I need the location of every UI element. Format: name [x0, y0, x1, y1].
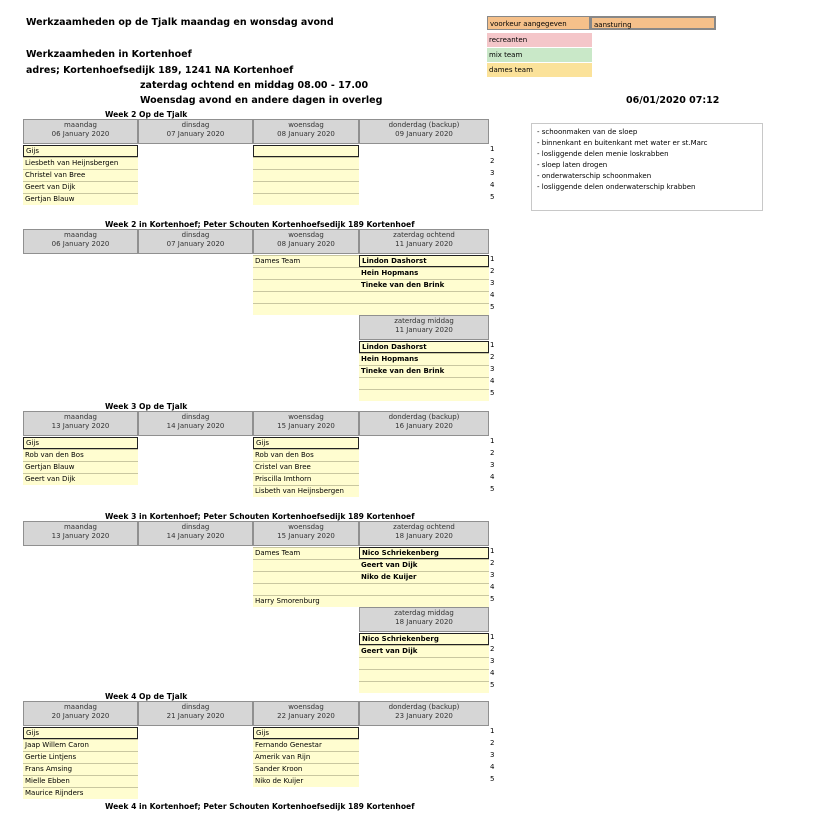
schedule-cell: Niko de Kuijer — [253, 775, 359, 787]
row-number: 1 — [490, 727, 495, 735]
section-title: Week 3 Op de Tjalk — [105, 402, 188, 411]
day-date: 15 January 2020 — [277, 532, 335, 540]
times-saturday: zaterdag ochtend en middag 08.00 - 17.00 — [140, 80, 369, 91]
note-item: - losliggende delen menie loskrabben — [537, 150, 669, 158]
section-title: Week 4 Op de Tjalk — [105, 692, 188, 701]
row-number: 2 — [490, 559, 495, 567]
schedule-cell: Jaap Willem Caron — [23, 739, 138, 751]
day-header — [23, 119, 138, 144]
schedule-cell — [253, 303, 359, 315]
day-date: 22 January 2020 — [277, 712, 335, 720]
row-number: 4 — [490, 583, 495, 591]
day-name: dinsdag — [181, 703, 210, 711]
schedule-cell — [359, 657, 489, 669]
timestamp: 06/01/2020 07:12 — [626, 95, 720, 106]
row-number: 1 — [490, 341, 495, 349]
row-number: 3 — [490, 751, 495, 759]
schedule-cell — [253, 267, 359, 279]
row-number: 3 — [490, 571, 495, 579]
day-date: 08 January 2020 — [277, 240, 335, 248]
day-header — [253, 229, 359, 254]
note-item: - sloep laten drogen — [537, 161, 608, 169]
day-date: 06 January 2020 — [51, 130, 110, 138]
legend-voorkeur: voorkeur aangegeven — [487, 16, 590, 30]
day-header — [359, 521, 489, 546]
row-number: 1 — [490, 145, 495, 153]
section-title: Week 2 Op de Tjalk — [105, 110, 188, 119]
schedule-cell — [359, 377, 489, 389]
schedule-cell: Hein Hopmans — [359, 267, 489, 279]
row-number: 2 — [490, 157, 495, 165]
day-header — [359, 607, 489, 632]
schedule-cell: Gertjan Blauw — [23, 193, 138, 205]
day-date: 13 January 2020 — [51, 532, 110, 540]
row-number: 4 — [490, 669, 495, 677]
day-name: maandag — [63, 231, 97, 239]
day-name: zaterdag ochtend — [393, 523, 455, 531]
schedule-cell — [253, 157, 359, 169]
day-header — [253, 119, 359, 144]
day-header — [138, 119, 253, 144]
row-number: 3 — [490, 169, 495, 177]
day-name: zaterdag ochtend — [393, 231, 455, 239]
schedule-cell — [359, 669, 489, 681]
schedule-cell: Gertie Lintjens — [23, 751, 138, 763]
row-number: 1 — [490, 547, 495, 555]
schedule-cell: Lindon Dashorst — [359, 255, 489, 267]
schedule-cell: Dames Team — [253, 255, 359, 267]
schedule-cell — [359, 389, 489, 401]
schedule-cell: Sander Kroon — [253, 763, 359, 775]
day-date: 07 January 2020 — [166, 130, 225, 138]
row-number: 4 — [490, 473, 495, 481]
schedule-cell: Dames Team — [253, 547, 359, 559]
row-number: 5 — [490, 303, 495, 311]
note-item: - onderwaterschip schoonmaken — [537, 172, 652, 180]
day-date: 23 January 2020 — [395, 712, 453, 720]
schedule-cell: Frans Amsing — [23, 763, 138, 775]
times-wednesday: Woensdag avond en andere dagen in overleg — [140, 95, 383, 106]
schedule-cell — [359, 291, 489, 303]
schedule-cell: Priscilla Imthorn — [253, 473, 359, 485]
schedule-cell: Gijs — [253, 727, 359, 739]
day-name: donderdag (backup) — [388, 703, 460, 711]
row-number: 5 — [490, 389, 495, 397]
day-name: zaterdag middag — [394, 317, 454, 325]
day-name: maandag — [63, 121, 97, 129]
day-date: 18 January 2020 — [395, 618, 453, 626]
day-date: 18 January 2020 — [395, 532, 453, 540]
schedule-cell — [253, 559, 359, 571]
row-number: 5 — [490, 485, 495, 493]
section-title: Week 2 in Kortenhoef; Peter Schouten Kortenhoefsedijk 189 Kortenhoef — [105, 220, 415, 229]
day-date: 15 January 2020 — [277, 422, 335, 430]
row-number: 1 — [490, 255, 495, 263]
day-date: 13 January 2020 — [51, 422, 110, 430]
row-number: 5 — [490, 595, 495, 603]
schedule-cell — [253, 279, 359, 291]
day-header — [23, 229, 138, 254]
day-name: woensdag — [288, 121, 324, 129]
row-number: 2 — [490, 267, 495, 275]
legend-aansturing: aansturing — [590, 16, 716, 30]
row-number: 4 — [490, 181, 495, 189]
day-name: donderdag (backup) — [388, 413, 460, 421]
schedule-cell: Rob van den Bos — [23, 449, 138, 461]
day-name: maandag — [63, 523, 97, 531]
schedule-cell — [253, 169, 359, 181]
day-header — [253, 701, 359, 726]
day-date: 16 January 2020 — [395, 422, 453, 430]
legend-dames-team: dames team — [487, 63, 592, 77]
row-number: 3 — [490, 657, 495, 665]
notes-box — [531, 123, 763, 211]
row-number: 4 — [490, 291, 495, 299]
day-header — [253, 411, 359, 436]
schedule-cell: Geert van Dijk — [359, 645, 489, 657]
schedule-cell: Maurice Rijnders — [23, 787, 138, 799]
schedule-cell: Geert van Dijk — [23, 473, 138, 485]
schedule-cell: Hein Hopmans — [359, 353, 489, 365]
schedule-cell: Tineke van den Brink — [359, 279, 489, 291]
row-number: 2 — [490, 353, 495, 361]
schedule-cell — [253, 193, 359, 205]
schedule-cell — [253, 571, 359, 583]
row-number: 5 — [490, 681, 495, 689]
schedule-cell: Nico Schriekenberg — [359, 547, 489, 559]
row-number: 4 — [490, 763, 495, 771]
row-number: 1 — [490, 437, 495, 445]
schedule-cell — [253, 291, 359, 303]
day-date: 11 January 2020 — [395, 240, 453, 248]
day-name: maandag — [63, 703, 97, 711]
schedule-cell: Amerik van Rijn — [253, 751, 359, 763]
day-date: 07 January 2020 — [166, 240, 225, 248]
day-date: 08 January 2020 — [277, 130, 335, 138]
day-date: 11 January 2020 — [395, 326, 453, 334]
schedule-cell — [359, 681, 489, 693]
day-header — [23, 701, 138, 726]
legend-mix-team: mix team — [487, 48, 592, 62]
day-header — [138, 701, 253, 726]
day-header — [138, 229, 253, 254]
day-name: woensdag — [288, 413, 324, 421]
day-name: woensdag — [288, 703, 324, 711]
day-header — [359, 411, 489, 436]
schedule-cell — [359, 595, 489, 607]
day-name: woensdag — [288, 523, 324, 531]
day-date: 21 January 2020 — [166, 712, 225, 720]
row-number: 4 — [490, 377, 495, 385]
schedule-cell — [359, 583, 489, 595]
section-title: Week 3 in Kortenhoef; Peter Schouten Kortenhoefsedijk 189 Kortenhoef — [105, 512, 415, 521]
schedule-cell: Gertjan Blauw — [23, 461, 138, 473]
note-item: - schoonmaken van de sloep — [537, 128, 638, 136]
row-number: 5 — [490, 193, 495, 201]
day-header — [359, 315, 489, 340]
day-header — [138, 411, 253, 436]
schedule-cell: Gijs — [23, 437, 138, 449]
schedule-cell: Liesbeth van Heijnsbergen — [23, 157, 138, 169]
schedule-cell: Niko de Kuijer — [359, 571, 489, 583]
schedule-cell: Harry Smorenburg — [253, 595, 359, 607]
row-number: 1 — [490, 633, 495, 641]
schedule-cell — [253, 145, 359, 157]
row-number: 5 — [490, 775, 495, 783]
note-item: - losliggende delen onderwaterschip krabben — [537, 183, 696, 191]
row-number: 3 — [490, 461, 495, 469]
schedule-cell: Nico Schriekenberg — [359, 633, 489, 645]
day-name: dinsdag — [181, 121, 210, 129]
schedule-cell: Fernando Genestar — [253, 739, 359, 751]
schedule-cell: Lindon Dashorst — [359, 341, 489, 353]
row-number: 2 — [490, 449, 495, 457]
row-number: 2 — [490, 739, 495, 747]
schedule-cell: Mielle Ebben — [23, 775, 138, 787]
schedule-cell — [253, 181, 359, 193]
note-item: - binnenkant en buitenkant met water er st.Marc — [537, 139, 708, 147]
schedule-cell: Geert van Dijk — [359, 559, 489, 571]
schedule-cell: Gijs — [23, 145, 138, 157]
schedule-cell: Gijs — [253, 437, 359, 449]
day-date: 20 January 2020 — [51, 712, 110, 720]
legend-recreanten: recreanten — [487, 33, 592, 47]
schedule-cell: Geert van Dijk — [23, 181, 138, 193]
schedule-cell — [359, 303, 489, 315]
day-header — [23, 411, 138, 436]
day-name: dinsdag — [181, 523, 210, 531]
row-number: 3 — [490, 365, 495, 373]
address: adres; Kortenhoefsedijk 189, 1241 NA Kortenhoef — [26, 65, 294, 76]
section-title: Week 4 in Kortenhoef; Peter Schouten Kortenhoefsedijk 189 Kortenhoef — [105, 802, 415, 811]
schedule-cell: Gijs — [23, 727, 138, 739]
schedule-cell: Lisbeth van Heijnsbergen — [253, 485, 359, 497]
schedule-cell: Rob van den Bos — [253, 449, 359, 461]
day-header — [138, 521, 253, 546]
day-name: woensdag — [288, 231, 324, 239]
day-date: 06 January 2020 — [51, 240, 110, 248]
row-number: 3 — [490, 279, 495, 287]
day-header — [359, 119, 489, 144]
day-name: maandag — [63, 413, 97, 421]
subtitle-kortenhoef: Werkzaamheden in Kortenhoef — [26, 49, 192, 60]
schedule-cell: Cristel van Bree — [253, 461, 359, 473]
row-number: 2 — [490, 645, 495, 653]
day-date: 14 January 2020 — [166, 422, 225, 430]
day-name: zaterdag middag — [394, 609, 454, 617]
day-date: 09 January 2020 — [395, 130, 453, 138]
day-header — [23, 521, 138, 546]
day-name: dinsdag — [181, 413, 210, 421]
day-header — [253, 521, 359, 546]
schedule-cell — [253, 583, 359, 595]
day-name: dinsdag — [181, 231, 210, 239]
schedule-cell: Christel van Bree — [23, 169, 138, 181]
day-header — [359, 229, 489, 254]
day-header — [359, 701, 489, 726]
schedule-cell: Tineke van den Brink — [359, 365, 489, 377]
page-title: Werkzaamheden op de Tjalk maandag en wonsdag avond — [26, 17, 334, 28]
day-date: 14 January 2020 — [166, 532, 225, 540]
day-name: donderdag (backup) — [388, 121, 460, 129]
